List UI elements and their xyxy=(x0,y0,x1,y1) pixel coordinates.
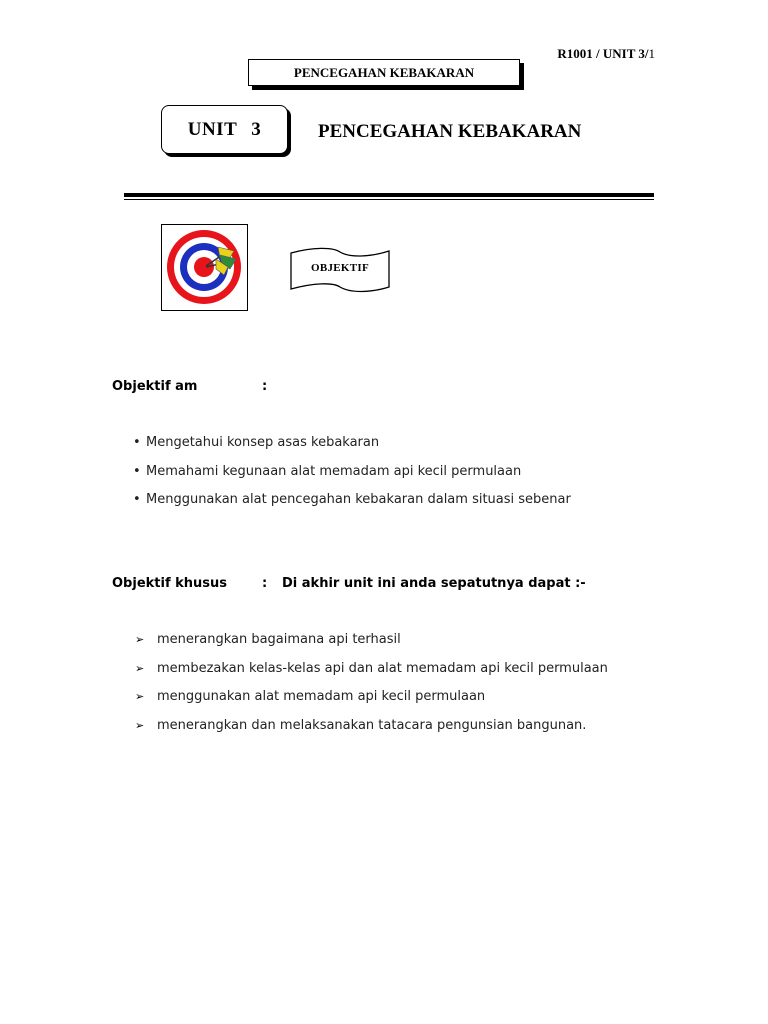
list-item-text: menggunakan alat memadam api kecil permulaan xyxy=(157,689,486,704)
arrowhead-bullet-icon: ➢ xyxy=(135,690,145,703)
header-title-box xyxy=(248,59,520,86)
list-item xyxy=(133,463,571,492)
list-item-text: menerangkan bagaimana api terhasil xyxy=(157,632,401,647)
list-item-text: Memahami kegunaan alat memadam api kecil permulaan xyxy=(146,463,522,479)
target-image-frame xyxy=(161,224,248,311)
objektif-khusus-colon: : xyxy=(262,576,268,591)
list-item xyxy=(135,631,608,660)
list-item xyxy=(135,688,608,717)
page-reference-label: R1001 / UNIT 3/ xyxy=(557,46,649,61)
objektif-am-label: Objektif am xyxy=(112,379,198,394)
objektif-am-list xyxy=(133,434,571,520)
list-item-text: Mengetahui konsep asas kebakaran xyxy=(146,435,380,450)
objektif-banner-label: OBJEKTIF xyxy=(310,262,370,274)
page-number: 1 xyxy=(648,46,655,61)
list-item xyxy=(135,660,608,689)
objektif-khusus-list xyxy=(135,631,608,745)
bullet-dot: • xyxy=(133,463,141,479)
header-title: PENCEGAHAN KEBAKARAN xyxy=(293,64,475,80)
list-item xyxy=(133,434,571,463)
unit-number: 3 xyxy=(251,118,262,140)
objektif-banner xyxy=(288,247,392,297)
divider-thick xyxy=(124,193,654,197)
list-item-text: menerangkan dan melaksanakan tatacara pengunsian bangunan. xyxy=(157,717,587,733)
page-reference xyxy=(557,46,655,62)
divider-thin xyxy=(124,199,654,200)
bullet-dot: • xyxy=(133,435,141,450)
arrowhead-bullet-icon: ➢ xyxy=(135,718,145,732)
list-item-text: membezakan kelas-kelas api dan alat memadam api kecil permulaan xyxy=(157,660,608,676)
objektif-khusus-intro: Di akhir unit ini anda sepatutnya dapat :- xyxy=(282,576,586,591)
arrowhead-bullet-icon: ➢ xyxy=(135,633,145,646)
objektif-am-colon: : xyxy=(262,379,268,394)
list-item xyxy=(135,717,608,746)
list-item xyxy=(133,491,571,520)
list-item-text: Menggunakan alat pencegahan kebakaran dalam situasi sebenar xyxy=(146,492,571,507)
target-dart-icon xyxy=(162,225,246,309)
arrowhead-bullet-icon: ➢ xyxy=(135,661,145,675)
objektif-khusus-label: Objektif khusus xyxy=(112,576,228,591)
unit-title: PENCEGAHAN KEBAKARAN xyxy=(318,121,582,142)
bullet-dot: • xyxy=(133,492,141,507)
unit-label: UNIT xyxy=(187,118,238,140)
unit-badge xyxy=(161,105,288,154)
